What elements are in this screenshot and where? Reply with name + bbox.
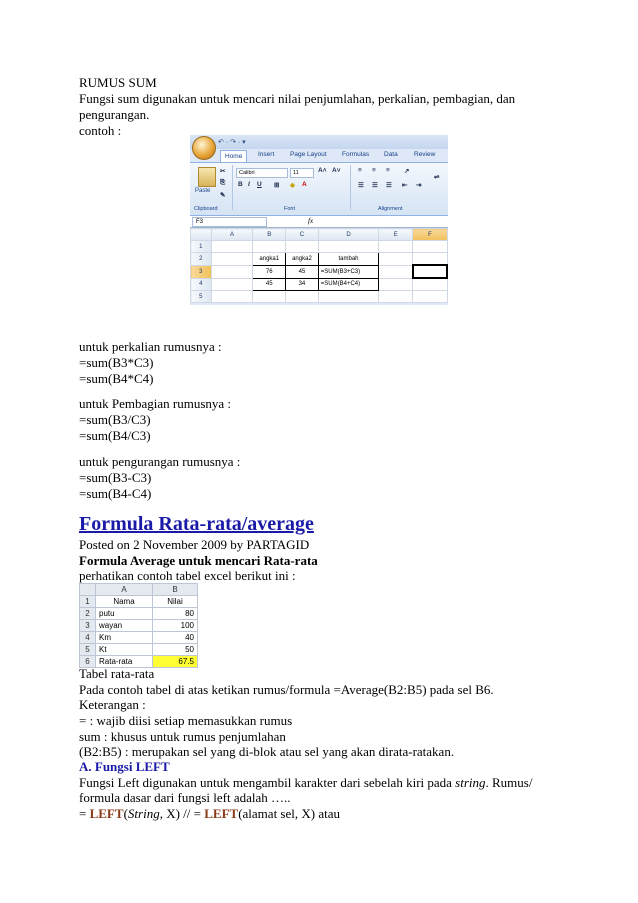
left-formula-line [79, 806, 340, 822]
keterangan-item-2: sum : khusus untuk rumus penjumlahan [79, 729, 286, 744]
row-header: 3 [80, 620, 96, 632]
clipboard-group-label: Clipboard [194, 206, 218, 212]
shrink-font-icon: A˅ [332, 167, 341, 174]
corner-cell [80, 584, 96, 596]
posted-info: Posted on 2 November 2009 by PARTAGID [79, 537, 310, 552]
left-keyword: LEFT [204, 806, 239, 821]
header-cell: tambah [318, 253, 378, 266]
average-subtitle: Formula Average untuk mencari Rata-rata [79, 553, 318, 568]
left-description-line2: formula dasar dari fungsi left adalah ….. [79, 790, 291, 805]
table-row [80, 644, 198, 656]
rata-rata-label-cell: Rata-rata [96, 656, 153, 668]
table-row [80, 608, 198, 620]
pengurangan-formula-1: =sum(B3-C3) [79, 470, 152, 485]
average-explanation: Pada contoh tabel di atas ketikan rumus/formula =Average(B2:B5) pada sel B6. [79, 682, 494, 697]
sheet-row [191, 278, 448, 291]
table-caption: Tabel rata-rata [79, 666, 155, 681]
corner-cell [191, 229, 212, 241]
sum-description-line2: pengurangan. [79, 107, 150, 122]
orientation-icon: ↗ [404, 168, 410, 175]
fx-icon: fx [308, 217, 314, 225]
row-header: 2 [80, 608, 96, 620]
group-separator [232, 165, 233, 210]
align-center-icon: ☰ [372, 182, 378, 189]
perkalian-label: untuk perkalian rumusnya : [79, 339, 222, 354]
tab-page-layout: Page Layout [290, 151, 327, 158]
font-name-box: Calibri [236, 168, 288, 178]
formula-rest: , X) // = [159, 806, 205, 821]
tab-home: Home [220, 150, 247, 162]
perkalian-formula-2: =sum(B4*C4) [79, 371, 154, 386]
sheet-row [191, 291, 448, 303]
wrap-text-icon: ⇌ [434, 174, 440, 181]
alignment-group-label: Alignment [378, 206, 403, 212]
keterangan-item-3: (B2:B5) : merupakan sel yang di-blok atau sel yang akan dirata-ratakan. [79, 744, 455, 759]
cut-icon: ✂ [220, 168, 226, 175]
data-cell: 45 [286, 265, 319, 278]
column-header-a: A [211, 229, 253, 241]
column-header-e: E [379, 229, 413, 241]
row-header: 5 [191, 291, 212, 303]
pembagian-label: untuk Pembagian rumusnya : [79, 396, 232, 411]
average-section-title[interactable]: Formula Rata-rata/average [79, 513, 314, 535]
office-button-icon [192, 136, 216, 160]
sheet-row [191, 241, 448, 253]
sum-description-line1: Fungsi sum digunakan untuk mencari nilai penjumlahan, perkalian, pembagian, dan [79, 91, 516, 106]
paste-icon [198, 167, 216, 187]
align-middle-icon: ≡ [372, 167, 376, 174]
left-function-heading: A. Fungsi LEFT [79, 759, 170, 774]
nama-cell: Km [96, 632, 153, 644]
column-header-a: A [96, 584, 153, 596]
font-group-label: Font [284, 206, 296, 212]
align-right-icon: ☰ [386, 182, 392, 189]
pengurangan-label: untuk pengurangan rumusnya : [79, 454, 241, 469]
active-cell [413, 265, 447, 278]
align-left-icon: ☰ [358, 182, 364, 189]
header-cell: angka2 [286, 253, 319, 266]
table-row [80, 620, 198, 632]
contoh-label: contoh : [79, 123, 122, 138]
pembagian-formula-1: =sum(B3/C3) [79, 412, 151, 427]
font-color-icon: A [302, 181, 307, 188]
left-desc-text-end: . Rumus/ [485, 775, 533, 790]
nilai-cell: 50 [153, 644, 198, 656]
nilai-cell: 80 [153, 608, 198, 620]
format-painter-icon: ✎ [220, 192, 226, 199]
average-table-image [79, 583, 198, 668]
worksheet-grid [190, 228, 448, 303]
keterangan-label: Keterangan : [79, 697, 146, 712]
italic-icon: I [248, 181, 250, 188]
data-cell: 45 [253, 278, 286, 291]
nama-cell: putu [96, 608, 153, 620]
row-header: 3 [191, 265, 212, 278]
formula-cell: =SUM(B3+C3) [318, 265, 378, 278]
paste-label: Paste [195, 188, 211, 194]
table-row [80, 632, 198, 644]
bold-icon: B [238, 181, 243, 188]
formula-paren: ( [123, 806, 128, 821]
column-header-b: B [153, 584, 198, 596]
column-header-c: C [286, 229, 319, 241]
underline-icon: U [257, 181, 262, 188]
tab-data: Data [384, 151, 398, 158]
column-header-f: F [413, 229, 447, 241]
column-header-d: D [318, 229, 378, 241]
formula-cell: =SUM(B4+C4) [318, 278, 378, 291]
left-description-line1 [79, 775, 532, 791]
row-header: 4 [80, 632, 96, 644]
column-header-row [191, 229, 448, 241]
row-header: 5 [80, 644, 96, 656]
average-instruction: perhatikan contoh tabel excel berikut ini : [79, 568, 296, 583]
font-size-box: 11 [290, 168, 314, 178]
column-header-row [80, 584, 198, 596]
data-cell: 34 [286, 278, 319, 291]
decrease-indent-icon: ⇤ [402, 182, 408, 189]
pengurangan-formula-2: =sum(B4-C4) [79, 486, 152, 501]
formula-bar [190, 216, 448, 228]
nama-cell: wayan [96, 620, 153, 632]
name-box: F3 [192, 217, 267, 227]
data-cell: 76 [253, 265, 286, 278]
column-header-b: B [253, 229, 286, 241]
row-header: 6 [80, 656, 96, 668]
increase-indent-icon: ⇥ [416, 182, 422, 189]
formula-string-arg: String [127, 806, 160, 821]
rata-rata-value-cell: 67.5 [153, 656, 198, 668]
row-header: 1 [80, 596, 96, 608]
group-separator [350, 165, 351, 210]
nama-header: Nama [96, 596, 153, 608]
tab-review: Review [414, 151, 436, 158]
tab-insert: Insert [258, 151, 275, 158]
perkalian-formula-1: =sum(B3*C3) [79, 355, 154, 370]
formula-eq: = [79, 806, 90, 821]
ribbon [190, 162, 448, 216]
nilai-header: Nilai [153, 596, 198, 608]
row-header: 2 [191, 253, 212, 266]
left-desc-text: Fungsi Left digunakan untuk mengambil karakter dari sebelah kiri pada [79, 775, 456, 790]
nilai-cell: 100 [153, 620, 198, 632]
fill-color-icon: ◈ [290, 182, 295, 189]
nilai-cell: 40 [153, 632, 198, 644]
grow-font-icon: A˄ [318, 167, 327, 174]
header-cell: angka1 [253, 253, 286, 266]
row-header: 4 [191, 278, 212, 291]
left-desc-italic: string [455, 775, 486, 790]
left-keyword: LEFT [89, 806, 124, 821]
nama-cell: Kt [96, 644, 153, 656]
keterangan-item-1: = : wajib diisi setiap memasukkan rumus [79, 713, 293, 728]
table-row [80, 596, 198, 608]
tab-formulas: Formulas [342, 151, 370, 158]
quick-access-toolbar: ↶ · ↷ · ▾ [218, 139, 246, 146]
align-bottom-icon: ≡ [386, 167, 390, 174]
align-top-icon: ≡ [358, 167, 362, 174]
border-icon: ⊞ [274, 182, 280, 189]
sheet-row [191, 253, 448, 266]
copy-icon: ⎘ [220, 179, 226, 186]
excel-screenshot [190, 135, 448, 305]
sheet-row [191, 265, 448, 278]
ribbon-tabs [218, 150, 448, 162]
pembagian-formula-2: =sum(B4/C3) [79, 428, 151, 443]
formula-rest: (alamat sel, X) atau [238, 806, 340, 821]
row-header: 1 [191, 241, 212, 253]
sum-heading: RUMUS SUM [79, 75, 157, 90]
